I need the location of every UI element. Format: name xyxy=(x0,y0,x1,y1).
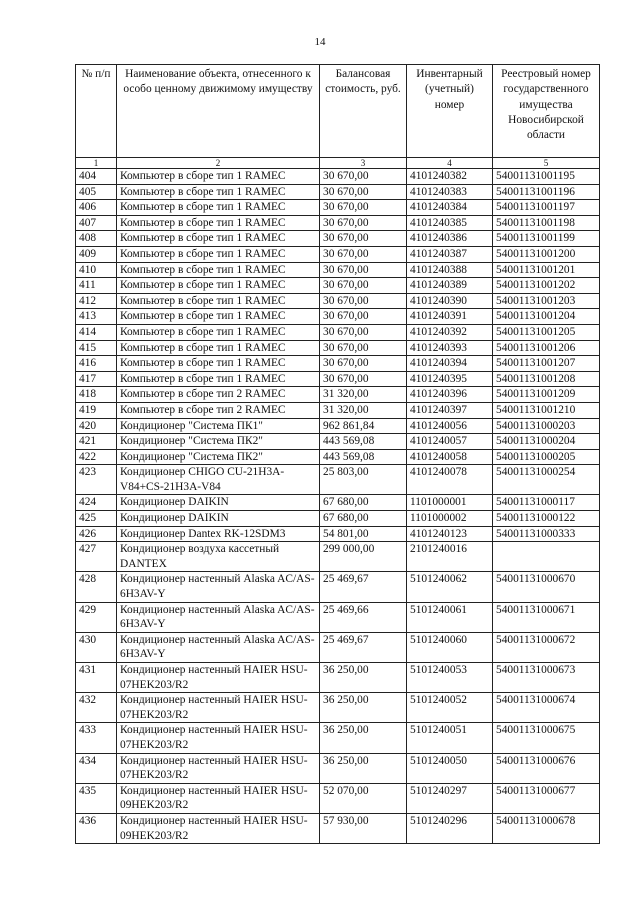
object-name: Компьютер в сборе тип 2 RAMEC xyxy=(117,402,320,418)
balance-cost: 67 680,00 xyxy=(320,495,407,511)
registry-number: 54001131001199 xyxy=(493,231,600,247)
balance-cost: 443 569,08 xyxy=(320,434,407,450)
table-row xyxy=(76,324,600,340)
row-number: 406 xyxy=(76,200,117,216)
balance-cost: 67 680,00 xyxy=(320,511,407,527)
registry-number: 54001131001196 xyxy=(493,184,600,200)
row-number: 426 xyxy=(76,526,117,542)
row-number: 429 xyxy=(76,602,117,632)
object-name: Кондиционер настенный HAIER HSU-07HEK203/R2 xyxy=(117,723,320,753)
table-row xyxy=(76,495,600,511)
balance-cost: 30 670,00 xyxy=(320,184,407,200)
balance-cost: 25 803,00 xyxy=(320,465,407,495)
balance-cost: 30 670,00 xyxy=(320,215,407,231)
table-row xyxy=(76,340,600,356)
registry-number: 54001131000122 xyxy=(493,511,600,527)
header-number: № п/п xyxy=(76,65,117,158)
object-name: Кондиционер настенный HAIER HSU-07HEK203/R2 xyxy=(117,753,320,783)
registry-number: 54001131001197 xyxy=(493,200,600,216)
balance-cost: 25 469,67 xyxy=(320,572,407,602)
registry-number: 54001131001202 xyxy=(493,278,600,294)
balance-cost: 30 670,00 xyxy=(320,231,407,247)
row-number: 408 xyxy=(76,231,117,247)
table-row xyxy=(76,215,600,231)
row-number: 420 xyxy=(76,418,117,434)
table-header-row xyxy=(76,65,600,158)
table-row xyxy=(76,465,600,495)
inventory-number: 4101240382 xyxy=(407,169,493,185)
inventory-number: 4101240387 xyxy=(407,246,493,262)
row-number: 417 xyxy=(76,371,117,387)
inventory-number: 5101240061 xyxy=(407,602,493,632)
row-number: 418 xyxy=(76,387,117,403)
object-name: Кондиционер настенный HAIER HSU-07HEK203/R2 xyxy=(117,663,320,693)
balance-cost: 54 801,00 xyxy=(320,526,407,542)
inventory-number: 5101240053 xyxy=(407,663,493,693)
object-name: Компьютер в сборе тип 1 RAMEC xyxy=(117,169,320,185)
column-index-row xyxy=(76,158,600,169)
object-name: Компьютер в сборе тип 1 RAMEC xyxy=(117,215,320,231)
table-row xyxy=(76,418,600,434)
object-name: Кондиционер настенный HAIER HSU-09HEK203/R2 xyxy=(117,813,320,843)
balance-cost: 443 569,08 xyxy=(320,449,407,465)
registry-number: 54001131000333 xyxy=(493,526,600,542)
balance-cost: 962 861,84 xyxy=(320,418,407,434)
inventory-number: 5101240060 xyxy=(407,632,493,662)
table-row xyxy=(76,184,600,200)
inventory-number: 4101240123 xyxy=(407,526,493,542)
row-number: 416 xyxy=(76,356,117,372)
row-number: 409 xyxy=(76,246,117,262)
row-number: 410 xyxy=(76,262,117,278)
inventory-number: 4101240397 xyxy=(407,402,493,418)
table-row xyxy=(76,572,600,602)
registry-number: 54001131001201 xyxy=(493,262,600,278)
inventory-number: 4101240385 xyxy=(407,215,493,231)
inventory-number: 4101240056 xyxy=(407,418,493,434)
table-row xyxy=(76,434,600,450)
table-row xyxy=(76,262,600,278)
table-row xyxy=(76,356,600,372)
object-name: Компьютер в сборе тип 1 RAMEC xyxy=(117,200,320,216)
balance-cost: 36 250,00 xyxy=(320,723,407,753)
registry-number: 54001131000672 xyxy=(493,632,600,662)
registry-number: 54001131000117 xyxy=(493,495,600,511)
table-row xyxy=(76,542,600,572)
object-name: Компьютер в сборе тип 2 RAMEC xyxy=(117,387,320,403)
header-registry-number: Реестровый номер государственного имущества Новосибирской области xyxy=(493,65,600,158)
row-number: 435 xyxy=(76,783,117,813)
object-name: Компьютер в сборе тип 1 RAMEC xyxy=(117,231,320,247)
table-row xyxy=(76,511,600,527)
registry-number: 54001131001207 xyxy=(493,356,600,372)
inventory-number: 4101240392 xyxy=(407,324,493,340)
table-row xyxy=(76,309,600,325)
property-table xyxy=(75,64,600,844)
registry-number: 54001131001204 xyxy=(493,309,600,325)
registry-number: 54001131001209 xyxy=(493,387,600,403)
row-number: 424 xyxy=(76,495,117,511)
balance-cost: 30 670,00 xyxy=(320,293,407,309)
row-number: 415 xyxy=(76,340,117,356)
row-number: 422 xyxy=(76,449,117,465)
column-index: 4 xyxy=(407,158,493,169)
inventory-number: 4101240391 xyxy=(407,309,493,325)
registry-number: 54001131000254 xyxy=(493,465,600,495)
table-row xyxy=(76,231,600,247)
object-name: Компьютер в сборе тип 1 RAMEC xyxy=(117,184,320,200)
row-number: 404 xyxy=(76,169,117,185)
inventory-number: 5101240296 xyxy=(407,813,493,843)
inventory-number: 4101240396 xyxy=(407,387,493,403)
registry-number: 54001131000203 xyxy=(493,418,600,434)
table-row xyxy=(76,200,600,216)
object-name: Компьютер в сборе тип 1 RAMEC xyxy=(117,246,320,262)
inventory-number: 5101240051 xyxy=(407,723,493,753)
balance-cost: 36 250,00 xyxy=(320,753,407,783)
registry-number: 54001131000677 xyxy=(493,783,600,813)
row-number: 428 xyxy=(76,572,117,602)
registry-number: 54001131000205 xyxy=(493,449,600,465)
table-row xyxy=(76,169,600,185)
inventory-number: 4101240384 xyxy=(407,200,493,216)
row-number: 432 xyxy=(76,693,117,723)
row-number: 421 xyxy=(76,434,117,450)
inventory-number: 4101240057 xyxy=(407,434,493,450)
row-number: 430 xyxy=(76,632,117,662)
registry-number: 54001131001203 xyxy=(493,293,600,309)
inventory-number: 4101240393 xyxy=(407,340,493,356)
column-index: 5 xyxy=(493,158,600,169)
table-row xyxy=(76,813,600,843)
balance-cost: 30 670,00 xyxy=(320,340,407,356)
table-row xyxy=(76,449,600,465)
table-row xyxy=(76,753,600,783)
registry-number: 54001131000670 xyxy=(493,572,600,602)
column-index: 1 xyxy=(76,158,117,169)
balance-cost: 30 670,00 xyxy=(320,262,407,278)
balance-cost: 30 670,00 xyxy=(320,309,407,325)
header-inventory-number: Инвентарный (учетный) номер xyxy=(407,65,493,158)
row-number: 411 xyxy=(76,278,117,294)
registry-number: 54001131000674 xyxy=(493,693,600,723)
registry-number: 54001131000671 xyxy=(493,602,600,632)
object-name: Кондиционер CHIGO CU-21H3A-V84+CS-21H3A-V84 xyxy=(117,465,320,495)
table-row xyxy=(76,371,600,387)
object-name: Компьютер в сборе тип 1 RAMEC xyxy=(117,278,320,294)
table-row xyxy=(76,293,600,309)
balance-cost: 36 250,00 xyxy=(320,693,407,723)
row-number: 414 xyxy=(76,324,117,340)
header-cost: Балансовая стоимость, руб. xyxy=(320,65,407,158)
table-row xyxy=(76,783,600,813)
row-number: 413 xyxy=(76,309,117,325)
object-name: Кондиционер настенный HAIER HSU-09HEK203/R2 xyxy=(117,783,320,813)
inventory-number: 4101240383 xyxy=(407,184,493,200)
row-number: 419 xyxy=(76,402,117,418)
balance-cost: 30 670,00 xyxy=(320,200,407,216)
balance-cost: 52 070,00 xyxy=(320,783,407,813)
object-name: Кондиционер "Система ПК2" xyxy=(117,434,320,450)
row-number: 407 xyxy=(76,215,117,231)
balance-cost: 25 469,67 xyxy=(320,632,407,662)
inventory-number: 4101240389 xyxy=(407,278,493,294)
row-number: 433 xyxy=(76,723,117,753)
inventory-number: 4101240395 xyxy=(407,371,493,387)
registry-number: 54001131001208 xyxy=(493,371,600,387)
registry-number: 54001131000675 xyxy=(493,723,600,753)
balance-cost: 30 670,00 xyxy=(320,169,407,185)
balance-cost: 30 670,00 xyxy=(320,324,407,340)
object-name: Кондиционер DAIKIN xyxy=(117,495,320,511)
inventory-number: 2101240016 xyxy=(407,542,493,572)
balance-cost: 30 670,00 xyxy=(320,278,407,294)
registry-number: 54001131001198 xyxy=(493,215,600,231)
registry-number: 54001131000673 xyxy=(493,663,600,693)
inventory-number: 4101240058 xyxy=(407,449,493,465)
balance-cost: 299 000,00 xyxy=(320,542,407,572)
object-name: Компьютер в сборе тип 1 RAMEC xyxy=(117,340,320,356)
object-name: Компьютер в сборе тип 1 RAMEC xyxy=(117,262,320,278)
object-name: Кондиционер настенный Alaska AC/AS-6H3AV-Y xyxy=(117,632,320,662)
balance-cost: 30 670,00 xyxy=(320,246,407,262)
registry-number: 54001131000204 xyxy=(493,434,600,450)
object-name: Кондиционер воздуха кассетный DANTEX xyxy=(117,542,320,572)
balance-cost: 31 320,00 xyxy=(320,402,407,418)
row-number: 431 xyxy=(76,663,117,693)
registry-number: 54001131001200 xyxy=(493,246,600,262)
table-row xyxy=(76,246,600,262)
object-name: Компьютер в сборе тип 1 RAMEC xyxy=(117,324,320,340)
inventory-number: 4101240078 xyxy=(407,465,493,495)
row-number: 427 xyxy=(76,542,117,572)
table-row xyxy=(76,693,600,723)
registry-number: 54001131001206 xyxy=(493,340,600,356)
object-name: Компьютер в сборе тип 1 RAMEC xyxy=(117,309,320,325)
table-row xyxy=(76,632,600,662)
registry-number: 54001131001205 xyxy=(493,324,600,340)
inventory-number: 4101240386 xyxy=(407,231,493,247)
object-name: Кондиционер DAIKIN xyxy=(117,511,320,527)
registry-number: 54001131000676 xyxy=(493,753,600,783)
row-number: 434 xyxy=(76,753,117,783)
balance-cost: 36 250,00 xyxy=(320,663,407,693)
row-number: 412 xyxy=(76,293,117,309)
inventory-number: 5101240297 xyxy=(407,783,493,813)
table-row xyxy=(76,602,600,632)
inventory-number: 1101000001 xyxy=(407,495,493,511)
registry-number: 54001131001195 xyxy=(493,169,600,185)
registry-number: 54001131001210 xyxy=(493,402,600,418)
inventory-number: 4101240390 xyxy=(407,293,493,309)
object-name: Компьютер в сборе тип 1 RAMEC xyxy=(117,293,320,309)
inventory-number: 4101240394 xyxy=(407,356,493,372)
header-name: Наименование объекта, отнесенного к особо ценному движимому имуществу xyxy=(117,65,320,158)
table-row xyxy=(76,723,600,753)
balance-cost: 57 930,00 xyxy=(320,813,407,843)
table-body xyxy=(76,169,600,844)
object-name: Кондиционер "Система ПК1" xyxy=(117,418,320,434)
column-index: 3 xyxy=(320,158,407,169)
object-name: Кондиционер настенный Alaska AC/AS-6H3AV-Y xyxy=(117,602,320,632)
object-name: Компьютер в сборе тип 1 RAMEC xyxy=(117,356,320,372)
table-row xyxy=(76,387,600,403)
balance-cost: 30 670,00 xyxy=(320,371,407,387)
inventory-number: 1101000002 xyxy=(407,511,493,527)
balance-cost: 25 469,66 xyxy=(320,602,407,632)
table-row xyxy=(76,663,600,693)
row-number: 425 xyxy=(76,511,117,527)
balance-cost: 30 670,00 xyxy=(320,356,407,372)
column-index: 2 xyxy=(117,158,320,169)
table-row xyxy=(76,278,600,294)
table-row xyxy=(76,402,600,418)
table-row xyxy=(76,526,600,542)
row-number: 423 xyxy=(76,465,117,495)
object-name: Компьютер в сборе тип 1 RAMEC xyxy=(117,371,320,387)
inventory-number: 5101240052 xyxy=(407,693,493,723)
inventory-number: 4101240388 xyxy=(407,262,493,278)
row-number: 436 xyxy=(76,813,117,843)
row-number: 405 xyxy=(76,184,117,200)
object-name: Кондиционер настенный HAIER HSU-07HEK203/R2 xyxy=(117,693,320,723)
object-name: Кондиционер "Система ПК2" xyxy=(117,449,320,465)
balance-cost: 31 320,00 xyxy=(320,387,407,403)
registry-number: 54001131000678 xyxy=(493,813,600,843)
object-name: Кондиционер Dantex RK-12SDM3 xyxy=(117,526,320,542)
inventory-number: 5101240050 xyxy=(407,753,493,783)
inventory-number: 5101240062 xyxy=(407,572,493,602)
page-number: 14 xyxy=(314,36,326,48)
object-name: Кондиционер настенный Alaska AC/AS-6H3AV-Y xyxy=(117,572,320,602)
registry-number xyxy=(493,542,600,572)
